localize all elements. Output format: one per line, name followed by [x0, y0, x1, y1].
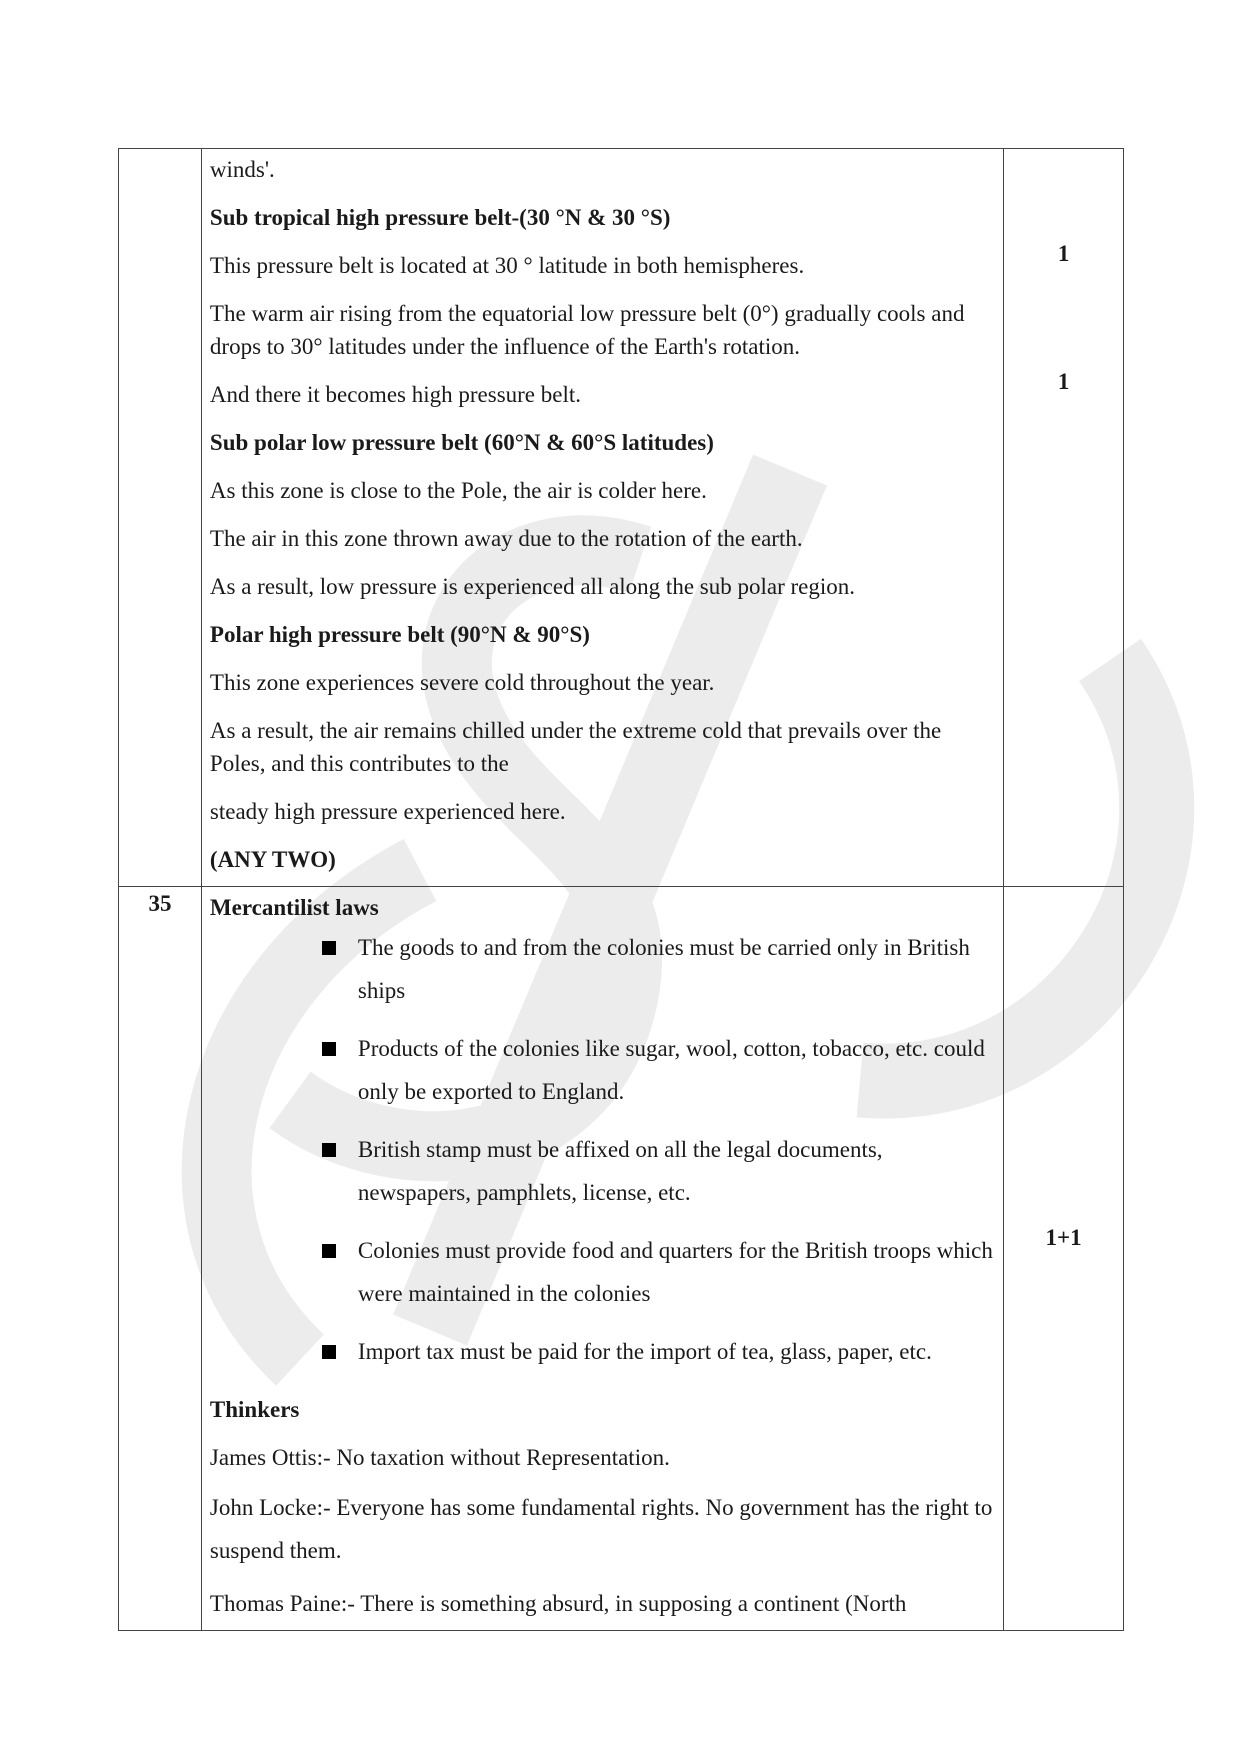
mark-value: 1+1: [1045, 1225, 1082, 1250]
answer-row-continuation: [119, 149, 1124, 887]
answer-text: steady high pressure experienced here.: [209, 799, 566, 824]
answer-text: winds'.: [209, 157, 275, 182]
answer-text: The warm air rising from the equatorial low pressure belt (0°) gradually cools and drops to 30° latitudes under the influence of the Earth's rotation.: [209, 301, 965, 359]
list-item: [322, 926, 997, 1012]
square-bullet-icon: [322, 1143, 336, 1157]
list-item: [322, 1027, 997, 1113]
list-item-text: British stamp must be affixed on all the legal documents, newspapers, pamphlets, license, etc.: [357, 1137, 883, 1205]
answer-text: This pressure belt is located at 30 ° latitude in both hemispheres.: [209, 253, 805, 278]
answer-text: As a result, low pressure is experienced all along the sub polar region.: [209, 574, 855, 599]
answer-content-cell: [201, 149, 1003, 887]
question-number-cell: [119, 887, 202, 1631]
mark-value: 1: [1057, 241, 1070, 266]
section-heading: Sub polar low pressure belt (60°N & 60°S latitudes): [209, 430, 714, 455]
any-two-note: (ANY TWO): [209, 847, 336, 872]
answer-text: This zone experiences severe cold throughout the year.: [209, 670, 715, 695]
section-heading: Mercantilist laws: [209, 895, 379, 920]
answer-text: As this zone is close to the Pole, the air is colder here.: [209, 478, 707, 503]
section-heading: Thinkers: [209, 1397, 300, 1422]
square-bullet-icon: [322, 941, 336, 955]
list-item-text: Products of the colonies like sugar, wool, cotton, tobacco, etc. could only be exported to England.: [357, 1036, 985, 1104]
thinker-text: John Locke:- Everyone has some fundamental rights. No government has the right to suspend them.: [209, 1495, 993, 1563]
square-bullet-icon: [322, 1042, 336, 1056]
list-item-text: Import tax must be paid for the import of tea, glass, paper, etc.: [357, 1339, 932, 1364]
section-heading: Polar high pressure belt (90°N & 90°S): [209, 622, 590, 647]
square-bullet-icon: [322, 1345, 336, 1359]
list-item-text: The goods to and from the colonies must be carried only in British ships: [357, 935, 970, 1003]
section-heading: Sub tropical high pressure belt-(30 °N & 30 °S): [209, 205, 671, 230]
marks-cell: [1004, 149, 1124, 887]
answer-table: [118, 148, 1124, 1631]
list-item: [322, 1330, 997, 1373]
answer-row-35: [119, 887, 1124, 1631]
answer-text: As a result, the air remains chilled under the extreme cold that prevails over the Poles, and this contributes to the: [209, 718, 942, 776]
question-number: 35: [148, 891, 172, 916]
square-bullet-icon: [322, 1244, 336, 1258]
marks-cell: [1004, 887, 1124, 1631]
question-number-cell: [119, 149, 202, 887]
mercantilist-laws-list: [210, 926, 997, 1373]
answer-text: And there it becomes high pressure belt.: [209, 382, 581, 407]
list-item-text: Colonies must provide food and quarters for the British troops which were maintained in the colonies: [357, 1238, 993, 1306]
answer-content-cell: [201, 887, 1003, 1631]
answer-text: The air in this zone thrown away due to the rotation of the earth.: [209, 526, 803, 551]
thinker-text: James Ottis:- No taxation without Representation.: [209, 1445, 670, 1470]
mark-value: 1: [1057, 369, 1070, 394]
list-item: [322, 1128, 997, 1214]
thinker-text: Thomas Paine:- There is something absurd, in supposing a continent (North: [209, 1591, 907, 1616]
list-item: [322, 1229, 997, 1315]
